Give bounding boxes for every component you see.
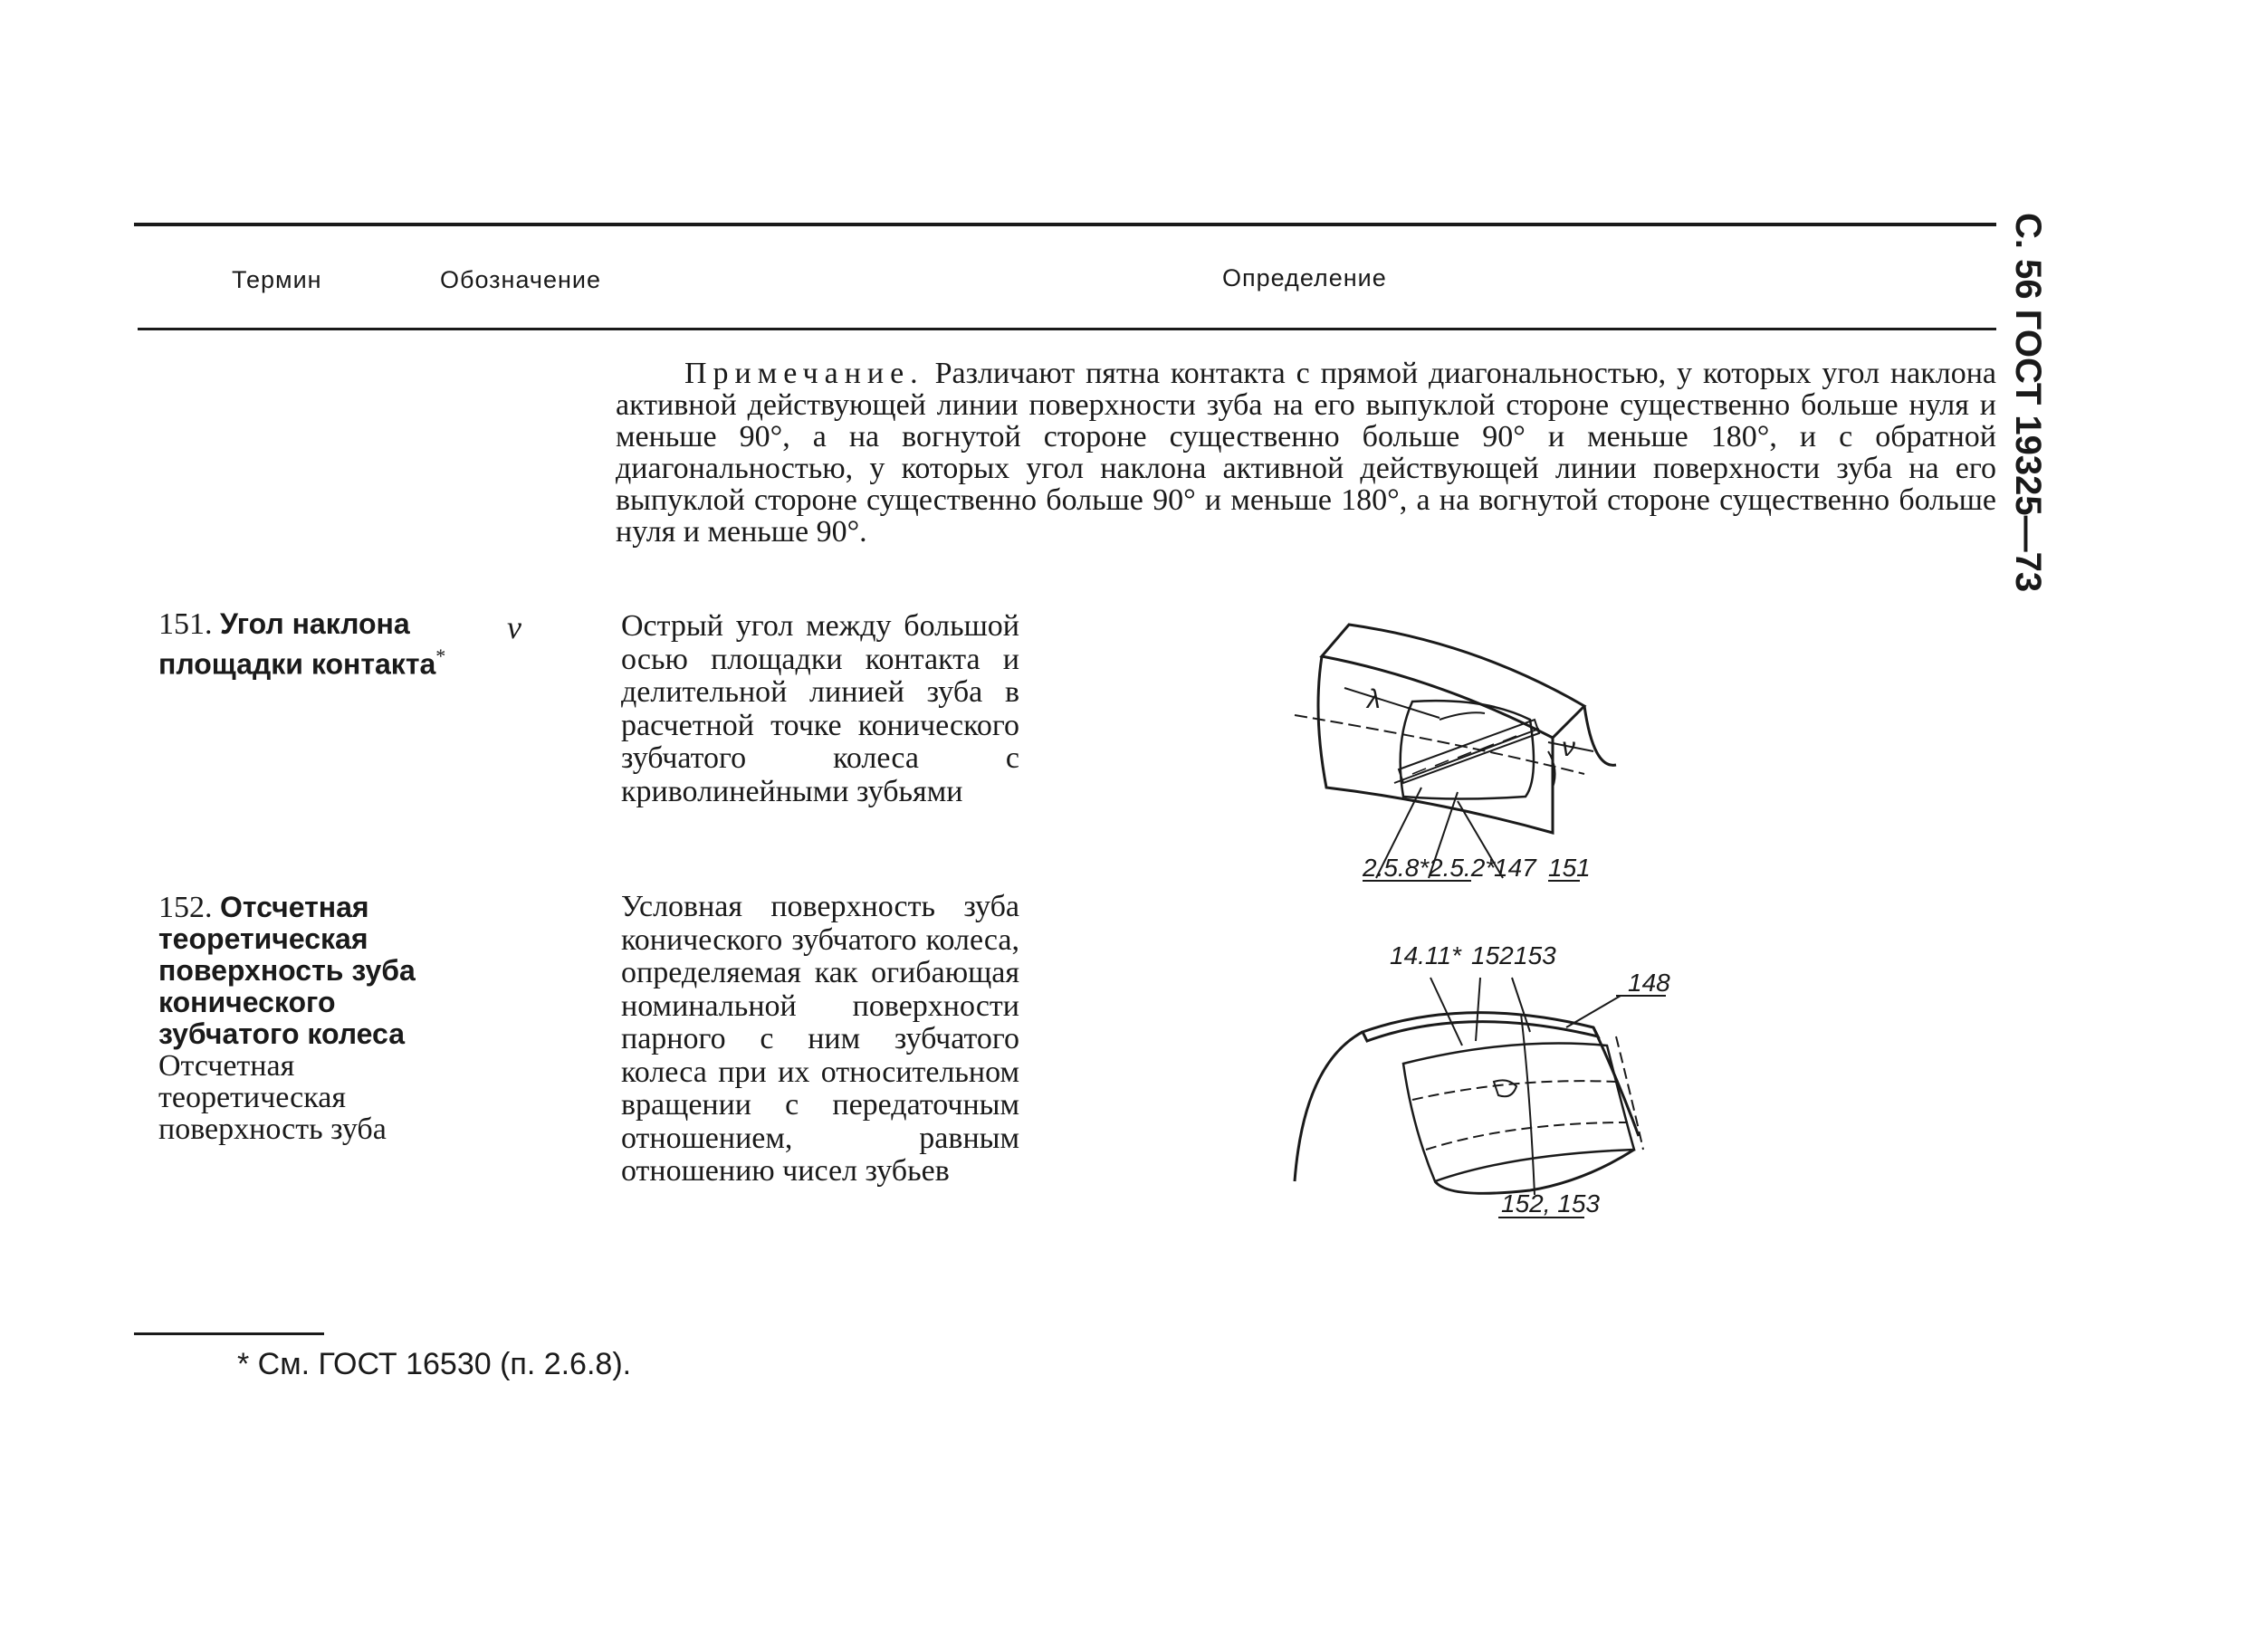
entry-151-term — [158, 608, 466, 680]
fig152-callout-2: 152 — [1471, 941, 1514, 969]
fig151-angle-arc-lambda — [1440, 712, 1485, 720]
side-page-header: С. 56 ГОСТ 19325—73 — [2008, 213, 2048, 593]
entry-151-definition: Острый угол между большой осью площадки контакта и делительной линией зуба в расчетной точке конического зубчатого колеса с криволинейными зубьями — [621, 609, 1019, 808]
fig152-callout-3: 153 — [1514, 941, 1556, 969]
header-definition: Определение — [1222, 264, 1387, 291]
note-text: Различают пятна контакта с прямой диагональностью, у которых угол наклона активной действующей линии поверхности зуба на его выпуклой стороне существенно больше нуля и меньше 90°, а на вогнутой стороне существенно больше 90° и меньше 180°, и с обратной диагональностью, у которых угол наклона активной действующей линии поверхности зуба на его выпуклой стороне существенно больше 90° и меньше 180°, а на вогнутой стороне существенно больше нуля и меньше 90°. — [616, 357, 1996, 549]
fig152-callout-1: 14.11* — [1390, 941, 1461, 969]
fig152-pitch-line — [1521, 1014, 1535, 1195]
header-rule-bottom — [138, 328, 1996, 330]
entry-151-number: 151. — [158, 607, 213, 641]
entry-152-number: 152. — [158, 891, 213, 924]
entry-152-term-text: Отсчетная теоретическая поверхность зуба конического зубчатого колеса — [158, 891, 416, 1050]
entry-152-definition: Условная поверхность зуба конического зубчатого колеса, определяемая как огибающая номинальной поверхности парного с ним зубчатого колеса при их относительном вращении с передаточным отношением, равным отношению чисел зубьев — [621, 890, 1019, 1188]
fig152-callout-bottom: 152, 153 — [1501, 1189, 1600, 1218]
note-paragraph — [616, 358, 1996, 548]
header-term: Термин — [232, 266, 322, 293]
figure-152 — [1286, 928, 1720, 1245]
fig152-wheel-left-edge — [1295, 1032, 1363, 1181]
fig151-lambda-label: λ — [1367, 684, 1381, 714]
fig152-wheel-top-rim — [1363, 1013, 1598, 1041]
fig151-figure-number: 151 — [1548, 854, 1591, 882]
fig151-contact-patch — [1401, 701, 1534, 798]
note-label: Примечание. — [684, 357, 924, 390]
entry-151-footnote-mark: * — [435, 645, 446, 667]
fig151-callout-2: 2.5.2* — [1429, 854, 1496, 882]
header-rule-top — [134, 223, 1996, 226]
figure-151 — [1277, 606, 1729, 914]
fig152-tooth-face — [1403, 1044, 1634, 1182]
fig152-contact-mark — [1494, 1080, 1516, 1096]
header-symbol: Обозначение — [440, 266, 601, 293]
entry-152-term — [158, 892, 466, 1145]
footnote-rule — [134, 1332, 324, 1335]
entry-151-term-text: Угол наклона площадки контакта — [158, 607, 436, 681]
fig151-tooth-outline — [1322, 625, 1584, 738]
fig152-callout-right: 148 — [1628, 969, 1670, 997]
fig151-tooth-flank — [1584, 706, 1616, 765]
entry-152-synonym: Отсчетная теоретическая поверхность зуба — [158, 1049, 387, 1146]
fig151-major-axis — [1394, 729, 1539, 783]
fig151-callout-3: 147 — [1494, 854, 1536, 882]
entry-151-symbol: ν — [507, 609, 521, 645]
fig152-dashed-lower — [1426, 1122, 1628, 1150]
footnote: * См. ГОСТ 16530 (п. 2.6.8). — [237, 1347, 632, 1381]
fig151-callout-1: 2.5.8* — [1363, 854, 1430, 882]
fig151-tooth-front — [1318, 656, 1553, 833]
fig151-nu-label: ν — [1562, 732, 1575, 762]
